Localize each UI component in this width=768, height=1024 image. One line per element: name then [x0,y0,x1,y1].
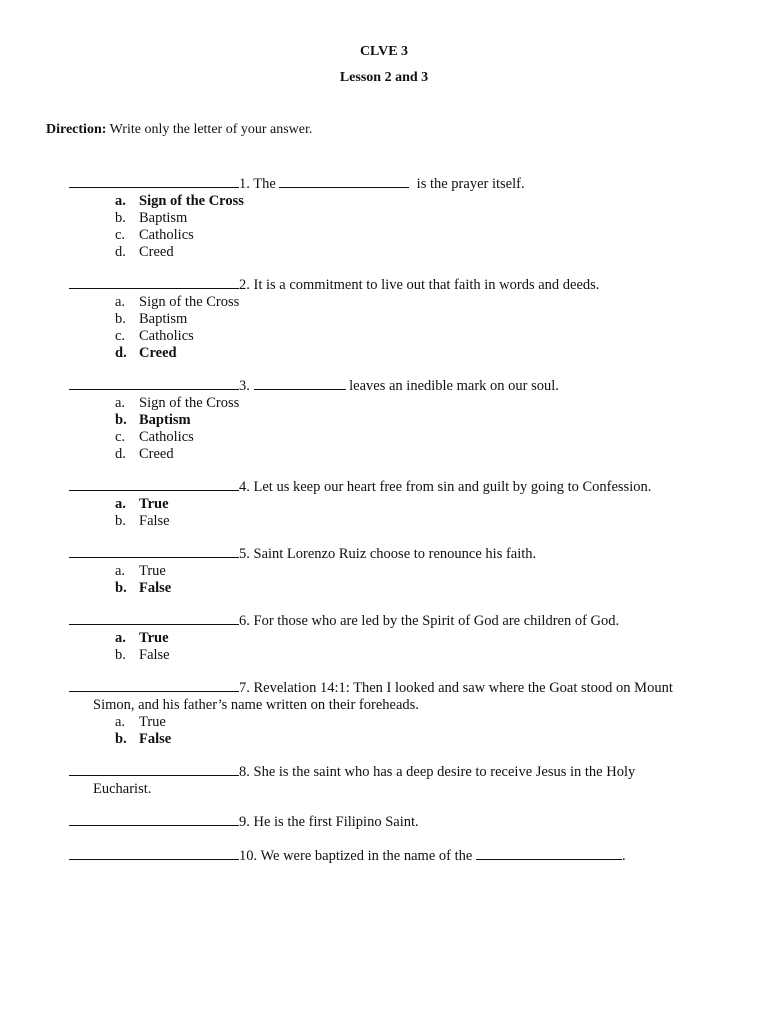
question-text-continued: Eucharist. [93,781,152,797]
choice-letter: c. [115,429,126,445]
choice-a[interactable] [69,496,719,513]
choice-letter: a. [115,714,126,730]
question-text: For those who are led by the Spirit of God are children of God. [253,613,620,629]
choice-a[interactable] [69,294,719,311]
choice-letter: a. [115,294,126,310]
choice-letter: a. [115,496,126,512]
question-number: 4. [239,479,250,495]
choice-text: Baptism [139,412,191,428]
question-number: 7. [239,680,250,696]
choice-b[interactable] [69,311,719,328]
question-number: 2. [239,277,250,293]
answer-blank[interactable] [69,813,239,826]
choice-a[interactable] [69,395,719,412]
choice-letter: b. [115,412,127,428]
question-text: It is a commitment to live out that faith in words and deeds. [253,277,600,293]
question-3 [69,377,719,463]
choice-letter: a. [115,630,126,646]
choice-letter: d. [115,244,126,260]
question-text: We were baptized in the name of the [260,848,476,864]
answer-blank[interactable] [69,612,239,625]
choice-list [69,496,719,530]
choice-text: Sign of the Cross [139,294,240,310]
question-text: The [253,176,280,192]
choice-text: Creed [139,244,174,260]
choice-text: Creed [139,446,174,462]
answer-blank[interactable] [69,478,239,491]
choice-c[interactable] [69,227,719,244]
choice-text: True [139,496,169,512]
choice-text: False [139,647,170,663]
question-text: Let us keep our heart free from sin and guilt by going to Confession. [253,479,652,495]
choice-letter: a. [115,193,126,209]
choice-letter: b. [115,580,127,596]
choice-list [69,294,719,362]
choice-text: True [139,563,166,579]
answer-blank[interactable] [69,763,239,776]
choice-d[interactable] [69,446,719,463]
question-number: 8. [239,764,250,780]
choice-c[interactable] [69,429,719,446]
choice-text: Catholics [139,328,194,344]
answer-blank[interactable] [69,276,239,289]
choice-b[interactable] [69,580,719,597]
choice-text: False [139,513,170,529]
answer-blank[interactable] [69,545,239,558]
choice-text: Baptism [139,210,188,226]
choice-letter: c. [115,328,126,344]
choice-b[interactable] [69,412,719,429]
question-text-end: is the prayer itself. [413,176,525,192]
question-5 [69,545,719,597]
choice-letter: b. [115,311,126,327]
question-2 [69,276,719,362]
choice-text: False [139,580,172,596]
question-text: Saint Lorenzo Ruiz choose to renounce his faith. [253,546,537,562]
choice-list [69,563,719,597]
question-7 [69,679,719,748]
question-number: 10. [239,848,258,864]
question-8 [69,763,719,798]
choice-text: True [139,630,169,646]
choice-a[interactable] [69,563,719,580]
choice-letter: d. [115,345,127,361]
choice-b[interactable] [69,513,719,530]
choice-text: Creed [139,345,177,361]
choice-text: Catholics [139,227,194,243]
choice-letter: b. [115,647,126,663]
question-number: 5. [239,546,250,562]
choice-c[interactable] [69,328,719,345]
question-9 [69,813,719,831]
choice-list [69,395,719,463]
choice-b[interactable] [69,647,719,664]
choice-letter: a. [115,395,126,411]
page-title: CLVE 3 [359,44,409,59]
choice-b[interactable] [69,210,719,227]
question-number: 6. [239,613,250,629]
choice-a[interactable] [69,714,719,731]
choice-a[interactable] [69,630,719,647]
direction-text: Write only the letter of your answer. [106,122,313,137]
direction-label: Direction: [46,122,107,137]
question-text: She is the saint who has a deep desire to receive Jesus in the Holy [253,764,636,780]
question-text-continued: Simon, and his father’s name written on their foreheads. [93,697,419,713]
answer-blank[interactable] [69,679,239,692]
choice-text: Baptism [139,311,188,327]
page-subtitle: Lesson 2 and 3 [339,70,429,85]
choice-letter: b. [115,731,127,747]
choice-text: True [139,714,166,730]
choice-text: Sign of the Cross [139,395,240,411]
choice-letter: d. [115,446,126,462]
choice-a[interactable] [69,193,719,210]
choice-letter: a. [115,563,126,579]
choice-b[interactable] [69,731,719,748]
choice-d[interactable] [69,345,719,362]
question-number: 3. [239,378,250,394]
fill-blank[interactable] [254,377,346,390]
direction [46,122,312,138]
question-4 [69,478,719,530]
choice-letter: b. [115,210,126,226]
choice-letter: c. [115,227,126,243]
choice-letter: b. [115,513,126,529]
choice-list [69,714,719,748]
question-10 [69,847,719,865]
question-text: Revelation 14:1: Then I looked and saw where the Goat stood on Mount [253,680,673,696]
choice-list [69,193,719,261]
choice-list [69,630,719,664]
answer-blank[interactable] [69,847,239,860]
question-number: 1. [239,176,250,192]
choice-text: Catholics [139,429,194,445]
question-text: leaves an inedible mark on our soul. [345,378,559,394]
question-text: He is the first Filipino Saint. [253,814,419,830]
question-text-end: . [621,848,626,864]
choice-text: False [139,731,172,747]
choice-text: Sign of the Cross [139,193,244,209]
question-6 [69,612,719,664]
question-number: 9. [239,814,250,830]
fill-blank[interactable] [279,175,409,188]
answer-blank[interactable] [69,175,239,188]
choice-d[interactable] [69,244,719,261]
answer-blank[interactable] [69,377,239,390]
question-1 [69,175,719,261]
fill-blank[interactable] [476,847,622,860]
